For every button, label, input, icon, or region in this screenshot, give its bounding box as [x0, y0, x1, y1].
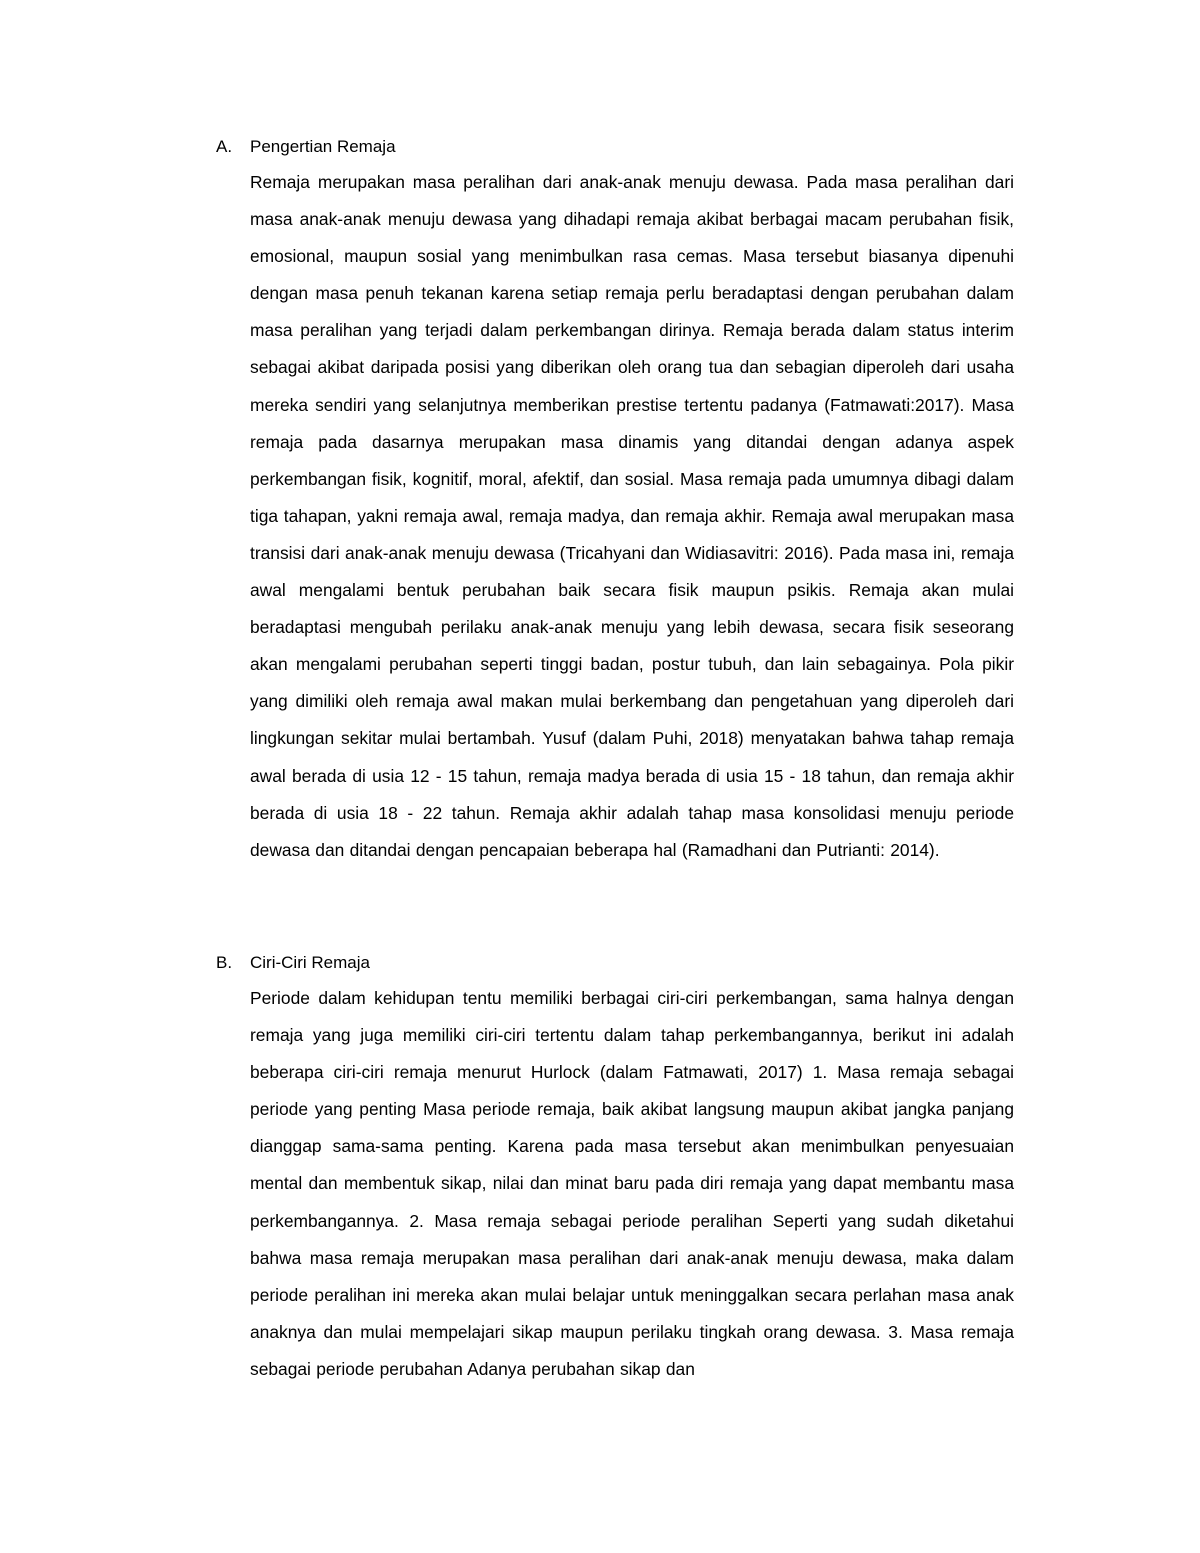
- section-ciri-ciri-remaja: [216, 949, 1016, 1388]
- section-heading: [216, 949, 1016, 977]
- section-title: Ciri-Ciri Remaja: [250, 953, 370, 972]
- section-heading: [216, 133, 1016, 161]
- section-pengertian-remaja: [216, 133, 1016, 869]
- section-title: Pengertian Remaja: [250, 137, 396, 156]
- section-paragraph: Remaja merupakan masa peralihan dari anak-anak menuju dewasa. Pada masa peralihan dari masa anak-anak menuju dewasa yang dihadapi remaja akibat berbagai macam perubahan fisik, emosional, maupun sosial yang menimbulkan rasa cemas. Masa tersebut biasanya dipenuhi dengan masa penuh tekanan karena setiap remaja perlu beradaptasi dengan perubahan dalam masa peralihan yang terjadi dalam perkembangan dirinya. Remaja berada dalam status interim sebagai akibat daripada posisi yang diberikan oleh orang tua dan sebagian diperoleh dari usaha mereka sendiri yang selanjutnya memberikan prestise tertentu padanya (Fatmawati:2017). Masa remaja pada dasarnya merupakan masa dinamis yang ditandai dengan adanya aspek perkembangan fisik, kognitif, moral, afektif, dan sosial. Masa remaja pada umumnya dibagi dalam tiga tahapan, yakni remaja awal, remaja madya, dan remaja akhir. Remaja awal merupakan masa transisi dari anak-anak menuju dewasa (Tricahyani dan Widiasavitri: 2016). Pada masa ini, remaja awal mengalami bentuk perubahan baik secara fisik maupun psikis. Remaja akan mulai beradaptasi mengubah perilaku anak-anak menuju yang lebih dewasa, secara fisik seseorang akan mengalami perubahan seperti tinggi badan, postur tubuh, dan lain sebagainya. Pola pikir yang dimiliki oleh remaja awal makan mulai berkembang dan pengetahuan yang diperoleh dari lingkungan sekitar mulai bertambah. Yusuf (dalam Puhi, 2018) menyatakan bahwa tahap remaja awal berada di usia 12 - 15 tahun, remaja madya berada di usia 15 - 18 tahun, dan remaja akhir berada di usia 18 - 22 tahun. Remaja akhir adalah tahap masa konsolidasi menuju periode dewasa dan ditandai dengan pencapaian beberapa hal (Ramadhani dan Putrianti: 2014).: [250, 172, 1014, 860]
- section-paragraph: Periode dalam kehidupan tentu memiliki berbagai ciri-ciri perkembangan, sama halnya dengan remaja yang juga memiliki ciri-ciri tertentu dalam tahap perkembangannya, berikut ini adalah beberapa ciri-ciri remaja menurut Hurlock (dalam Fatmawati, 2017) 1. Masa remaja sebagai periode yang penting Masa periode remaja, baik akibat langsung maupun akibat jangka panjang dianggap sama-sama penting. Karena pada masa tersebut akan menimbulkan penyesuaian mental dan membentuk sikap, nilai dan minat baru pada diri remaja yang dapat membantu masa perkembangannya. 2. Masa remaja sebagai periode peralihan Seperti yang sudah diketahui bahwa masa remaja merupakan masa peralihan dari anak-anak menuju dewasa, maka dalam periode peralihan ini mereka akan mulai belajar untuk meninggalkan secara perlahan masa anak anaknya dan mulai mempelajari sikap maupun perilaku tingkah orang dewasa. 3. Masa remaja sebagai periode perubahan Adanya perubahan sikap dan: [250, 988, 1014, 1379]
- section-letter: B.: [216, 953, 233, 972]
- section-letter: A.: [216, 137, 233, 156]
